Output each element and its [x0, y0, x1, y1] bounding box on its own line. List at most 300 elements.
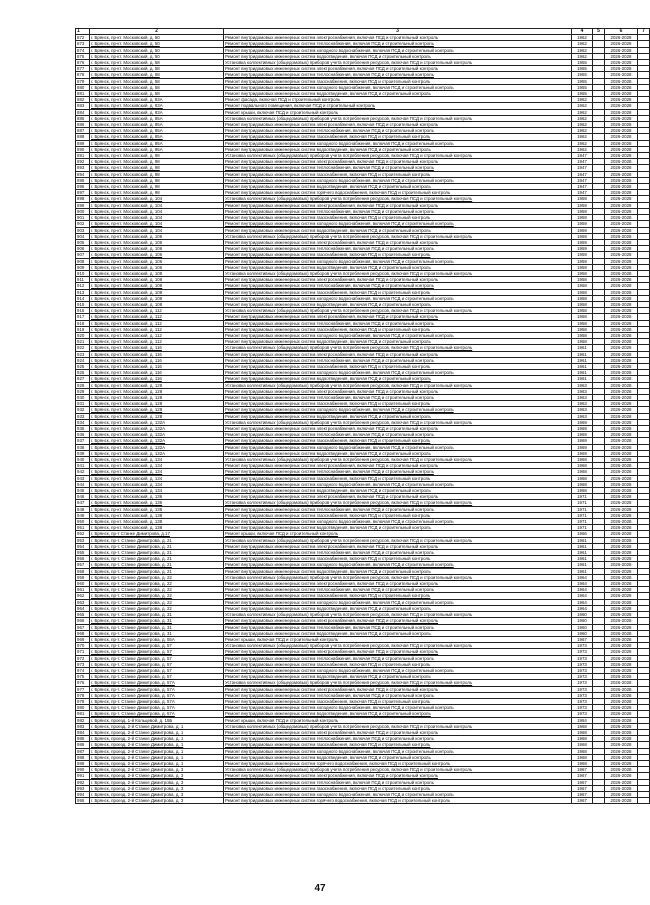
address-cell: г. Брянск, пр-кт. Московский, д. 98: [90, 184, 224, 190]
year-cell: 1955: [572, 78, 593, 84]
year-cell: 1959: [572, 233, 593, 239]
work-type-cell: Ремонт внутридомовых инженерных систем электроснабжения, включая ПСД и строительный контроль: [224, 581, 572, 587]
year-cell: 1947: [572, 171, 593, 177]
row-number-cell: 941: [76, 463, 90, 469]
address-cell: г. Брянск, пр-т. Станке Димитрова, д. 31: [90, 624, 224, 630]
work-type-cell: Ремонт внутридомовых инженерных систем газоснабжения, включая ПСД и строительный контроль: [224, 661, 572, 667]
row-number-cell: 940: [76, 457, 90, 463]
work-type-cell: Ремонт крыши, включая ПСД и строительный контроль: [224, 636, 572, 642]
year-cell: 1961: [572, 345, 593, 351]
work-type-cell: Ремонт внутридомовых инженерных систем холодного водоснабжения, включая ПСД и строительный контроль: [224, 140, 572, 146]
period-cell: 2026-2028: [605, 388, 638, 394]
year-cell: 1973: [572, 680, 593, 686]
year-cell: 1961: [572, 556, 593, 562]
address-cell: г. Брянск, пр-т. Станке Димитрова, д. 57А: [90, 711, 224, 717]
period-cell: 2026-2028: [605, 543, 638, 549]
row-number-cell: 987: [76, 748, 90, 754]
year-cell: 1959: [572, 221, 593, 227]
row-number-cell: 907: [76, 252, 90, 258]
address-cell: г. Брянск, пр-кт. Московский, д. 116: [90, 370, 224, 376]
year-cell: 1959: [572, 239, 593, 245]
year-cell: 1958: [572, 270, 593, 276]
address-cell: г. Брянск, проезд. 2-й Станке Димитрова, д. 3: [90, 767, 224, 773]
work-type-cell: Ремонт внутридомовых инженерных систем электроснабжения, включая ПСД и строительный контроль: [224, 463, 572, 469]
row-number-cell: 953: [76, 537, 90, 543]
address-cell: г. Брянск, пр-кт. Московский, д. 50: [90, 53, 224, 59]
period-cell: 2026-2028: [605, 649, 638, 655]
address-cell: г. Брянск, пр-кт. Московский, д. 138: [90, 519, 224, 525]
period-cell: 2026-2028: [605, 432, 638, 438]
period-cell: 2026-2028: [605, 239, 638, 245]
work-type-cell: Установка коллективных (общедомовых) приборов учета потребления ресурсов, включая ПСД и строительный контроль: [224, 382, 572, 388]
address-cell: г. Брянск, пр-т. Станке Димитрова, д. 57: [90, 667, 224, 673]
row-number-cell: 969: [76, 636, 90, 642]
address-cell: г. Брянск, проезд. 2-й Станке Димитрова, д. 1: [90, 754, 224, 760]
address-cell: г. Брянск, пр-кт. Московский, д. 104: [90, 202, 224, 208]
period-cell: 2026-2028: [605, 252, 638, 258]
year-cell: 1955: [572, 72, 593, 78]
year-cell: 1963: [572, 394, 593, 400]
row-number-cell: 944: [76, 481, 90, 487]
address-cell: г. Брянск, проезд. 2-й Станке Димитрова, д. 3: [90, 791, 224, 797]
year-cell: 1959: [572, 227, 593, 233]
work-type-cell: Ремонт внутридомовых инженерных систем водоотведения, включая ПСД и строительный контроль: [224, 413, 572, 419]
work-type-cell: Ремонт внутридомовых инженерных систем водоотведения, включая ПСД и строительный контроль: [224, 605, 572, 611]
row-number-cell: 879: [76, 78, 90, 84]
address-cell: г. Брянск, пр-т. Станке Димитрова, д. 57: [90, 674, 224, 680]
year-cell: 1969: [572, 419, 593, 425]
period-cell: 2026-2028: [605, 97, 638, 103]
work-type-cell: Ремонт внутридомовых инженерных систем газоснабжения, включая ПСД и строительный контроль: [224, 742, 572, 748]
row-number-cell: 931: [76, 401, 90, 407]
address-cell: г. Брянск, пр-кт. Московский, д. 50: [90, 35, 224, 41]
row-number-cell: 972: [76, 655, 90, 661]
period-cell: 2026-2028: [605, 711, 638, 717]
work-type-cell: Установка коллективных (общедомовых) приборов учета потребления ресурсов, включая ПСД и строительный контроль: [224, 723, 572, 729]
work-type-cell: Ремонт подвального помещения, включая ПСД и строительный контроль: [224, 103, 572, 109]
work-type-cell: Ремонт внутридомовых инженерных систем газоснабжения, включая ПСД и строительный контроль: [224, 363, 572, 369]
row-number-cell: 888: [76, 134, 90, 140]
address-cell: г. Брянск, пр-кт. Московский, д. 104: [90, 196, 224, 202]
year-cell: 1959: [572, 215, 593, 221]
period-cell: 2026-2028: [605, 574, 638, 580]
period-cell: 2026-2028: [605, 767, 638, 773]
work-type-cell: Ремонт внутридомовых инженерных систем холодного водоснабжения, включая ПСД и строительный контроль: [224, 791, 572, 797]
work-type-cell: Ремонт внутридомовых инженерных систем электроснабжения, включая ПСД и строительный контроль: [224, 66, 572, 72]
year-cell: 1962: [572, 115, 593, 121]
work-type-cell: Ремонт внутридомовых инженерных систем горячего водоснабжения, включая ПСД и строительный контроль: [224, 760, 572, 766]
row-number-cell: 891: [76, 153, 90, 159]
work-type-cell: Ремонт внутридомовых инженерных систем теплоснабжения, включая ПСД и строительный контроль: [224, 208, 572, 214]
work-type-cell: Ремонт внутридомовых инженерных систем теплоснабжения, включая ПСД и строительный контроль: [224, 692, 572, 698]
year-cell: 1969: [572, 450, 593, 456]
work-type-cell: Ремонт внутридомовых инженерных систем электроснабжения, включая ПСД и строительный контроль: [224, 729, 572, 735]
row-number-cell: 954: [76, 543, 90, 549]
row-number-cell: 910: [76, 270, 90, 276]
work-type-cell: Установка коллективных (общедомовых) приборов учета потребления ресурсов, включая ПСД и строительный контроль: [224, 767, 572, 773]
work-type-cell: Ремонт внутридомовых инженерных систем газоснабжения, включая ПСД и строительный контроль: [224, 134, 572, 140]
period-cell: 2026-2028: [605, 506, 638, 512]
year-cell: 1967: [572, 785, 593, 791]
row-number-cell: 938: [76, 444, 90, 450]
row-number-cell: 948: [76, 506, 90, 512]
row-number-cell: 962: [76, 593, 90, 599]
address-cell: г. Брянск, пр-кт. Московский, д. 116: [90, 363, 224, 369]
row-number-cell: 873: [76, 41, 90, 47]
work-type-cell: Ремонт внутридомовых инженерных систем газоснабжения, включая ПСД и строительный контроль: [224, 556, 572, 562]
period-cell: 2026-2028: [605, 444, 638, 450]
work-type-cell: Ремонт внутридомовых инженерных систем теплоснабжения, включая ПСД и строительный контроль: [224, 587, 572, 593]
work-type-cell: Ремонт крыши, включая ПСД и строительный контроль: [224, 109, 572, 115]
row-number-cell: 978: [76, 692, 90, 698]
address-cell: г. Брянск, пр-кт. Московский, д. 112: [90, 332, 224, 338]
year-cell: 1968: [572, 754, 593, 760]
address-cell: г. Брянск, пр-кт. Московский, д. 106: [90, 264, 224, 270]
year-cell: 1967: [572, 779, 593, 785]
address-cell: г. Брянск, пр-т. Станке Димитрова, д. 55А: [90, 636, 224, 642]
work-type-cell: Ремонт внутридомовых инженерных систем теплоснабжения, включая ПСД и строительный контроль: [224, 736, 572, 742]
work-type-cell: Ремонт внутридомовых инженерных систем теплоснабжения, включая ПСД и строительный контроль: [224, 357, 572, 363]
address-cell: г. Брянск, пр-кт. Московский, д. 98: [90, 177, 224, 183]
year-cell: 1959: [572, 202, 593, 208]
work-type-cell: Ремонт внутридомовых инженерных систем водоотведения, включая ПСД и строительный контроль: [224, 184, 572, 190]
period-cell: 2026-2028: [605, 326, 638, 332]
work-type-cell: Ремонт внутридомовых инженерных систем холодного водоснабжения, включая ПСД и строительный контроль: [224, 667, 572, 673]
work-type-cell: Ремонт внутридомовых инженерных систем теплоснабжения, включая ПСД и строительный контроль: [224, 550, 572, 556]
period-cell: 2026-2028: [605, 512, 638, 518]
row-number-cell: 980: [76, 705, 90, 711]
address-cell: г. Брянск, пр-кт. Московский, д. 128: [90, 382, 224, 388]
year-cell: 1973: [572, 711, 593, 717]
address-cell: г. Брянск, проезд. 2-й Станке Димитрова, д. 3: [90, 773, 224, 779]
year-cell: 1968: [572, 742, 593, 748]
address-cell: г. Брянск, пр-кт. Московский, д. 98: [90, 159, 224, 165]
period-cell: 2026-2028: [605, 612, 638, 618]
row-number-cell: 963: [76, 599, 90, 605]
period-cell: 2026-2028: [605, 332, 638, 338]
year-cell: 1959: [572, 258, 593, 264]
period-cell: 2026-2028: [605, 47, 638, 53]
period-cell: 2026-2028: [605, 488, 638, 494]
work-type-cell: Ремонт внутридомовых инженерных систем теплоснабжения, включая ПСД и строительный контроль: [224, 283, 572, 289]
period-cell: 2026-2028: [605, 363, 638, 369]
empty-cell: [593, 798, 605, 804]
period-cell: 2026-2028: [605, 729, 638, 735]
work-type-cell: Ремонт внутридомовых инженерных систем электроснабжения, включая ПСД и строительный контроль: [224, 388, 572, 394]
row-number-cell: 995: [76, 798, 90, 804]
period-cell: 2026-2028: [605, 525, 638, 531]
address-cell: г. Брянск, пр-кт. Московский, д. 136: [90, 494, 224, 500]
year-cell: 1960: [572, 624, 593, 630]
year-cell: 1962: [572, 47, 593, 53]
address-cell: г. Брянск, пр-кт. Московский, д. 58: [90, 78, 224, 84]
year-cell: 1958: [572, 314, 593, 320]
row-number-cell: 955: [76, 550, 90, 556]
address-cell: г. Брянск, пр-кт. Московский, д. 108: [90, 283, 224, 289]
year-cell: 1964: [572, 574, 593, 580]
work-type-cell: Установка коллективных (общедомовых) приборов учета потребления ресурсов, включая ПСД и строительный контроль: [224, 612, 572, 618]
period-cell: 2026-2028: [605, 153, 638, 159]
year-cell: 1958: [572, 326, 593, 332]
period-cell: 2026-2028: [605, 115, 638, 121]
empty-cell: [638, 798, 650, 804]
work-type-cell: Ремонт внутридомовых инженерных систем электроснабжения, включая ПСД и строительный контроль: [224, 494, 572, 500]
work-type-cell: Ремонт внутридомовых инженерных систем водоотведения, включая ПСД и строительный контроль: [224, 264, 572, 270]
period-cell: 2026-2028: [605, 159, 638, 165]
address-cell: г. Брянск, пр-т. Станке Димитрова, д. 22: [90, 593, 224, 599]
address-cell: г. Брянск, пр-т. Станке Димитрова, д. 31: [90, 612, 224, 618]
row-number-cell: 947: [76, 500, 90, 506]
work-type-cell: Ремонт внутридомовых инженерных систем электроснабжения, включая ПСД и строительный контроль: [224, 426, 572, 432]
address-cell: г. Брянск, пр-кт. Московский, д. 85А: [90, 115, 224, 121]
year-cell: 1971: [572, 506, 593, 512]
row-number-cell: 957: [76, 562, 90, 568]
period-cell: 2026-2028: [605, 450, 638, 456]
work-type-cell: Ремонт внутридомовых инженерных систем газоснабжения, включая ПСД и строительный контроль: [224, 326, 572, 332]
period-cell: 2026-2028: [605, 351, 638, 357]
address-cell: г. Брянск, пр-кт. Московский, д. 116: [90, 351, 224, 357]
address-cell: г. Брянск, пр-т. Станке Димитрова, д. 57: [90, 655, 224, 661]
year-cell: 1958: [572, 339, 593, 345]
work-type-cell: Ремонт внутридомовых инженерных систем холодного водоснабжения, включая ПСД и строительный контроль: [224, 84, 572, 90]
period-cell: 2026-2028: [605, 581, 638, 587]
period-cell: 2026-2028: [605, 785, 638, 791]
year-cell: 1958: [572, 295, 593, 301]
address-cell: г. Брянск, пр-кт. Московский, д. 108: [90, 289, 224, 295]
year-cell: 1971: [572, 494, 593, 500]
year-cell: 1963: [572, 401, 593, 407]
row-number-cell: 921: [76, 339, 90, 345]
work-type-cell: Ремонт внутридомовых инженерных систем теплоснабжения, включая ПСД и строительный контроль: [224, 432, 572, 438]
year-cell: 1947: [572, 177, 593, 183]
year-cell: 1973: [572, 686, 593, 692]
row-number-cell: 961: [76, 587, 90, 593]
year-cell: 1961: [572, 537, 593, 543]
work-type-cell: Ремонт внутридомовых инженерных систем электроснабжения, включая ПСД и строительный контроль: [224, 277, 572, 283]
row-number-cell: 977: [76, 686, 90, 692]
work-type-cell: Ремонт внутридомовых инженерных систем электроснабжения, включая ПСД и строительный контроль: [224, 649, 572, 655]
address-cell: г. Брянск, пр-кт. Московский, д. 108: [90, 301, 224, 307]
row-number-cell: 991: [76, 773, 90, 779]
period-cell: 2026-2028: [605, 605, 638, 611]
address-cell: г. Брянск, пр-кт. Московский, д. 85А: [90, 122, 224, 128]
period-cell: 2026-2028: [605, 674, 638, 680]
row-number-cell: 874: [76, 47, 90, 53]
address-cell: г. Брянск, пр-кт. Московский, д. 132А: [90, 419, 224, 425]
work-type-cell: Ремонт внутридомовых инженерных систем водоотведения, включая ПСД и строительный контроль: [224, 488, 572, 494]
page-number: 47: [314, 883, 326, 894]
period-cell: 2026-2028: [605, 215, 638, 221]
period-cell: 2026-2028: [605, 481, 638, 487]
work-type-cell: Ремонт внутридомовых инженерных систем газоснабжения, включая ПСД и строительный контроль: [224, 785, 572, 791]
work-type-cell: Ремонт внутридомовых инженерных систем холодного водоснабжения, включая ПСД и строительный контроль: [224, 295, 572, 301]
year-cell: 1967: [572, 767, 593, 773]
row-number-cell: 993: [76, 785, 90, 791]
period-cell: 2026-2028: [605, 736, 638, 742]
period-cell: 2026-2028: [605, 370, 638, 376]
period-cell: 2026-2028: [605, 35, 638, 41]
work-type-cell: Ремонт внутридомовых инженерных систем водоотведения, включая ПСД и строительный контроль: [224, 301, 572, 307]
work-type-cell: Ремонт внутридомовых инженерных систем водоотведения, включая ПСД и строительный контроль: [224, 146, 572, 152]
row-number-cell: 901: [76, 215, 90, 221]
work-type-cell: Ремонт внутридомовых инженерных систем электроснабжения, включая ПСД и строительный контроль: [224, 159, 572, 165]
work-type-cell: Ремонт внутридомовых инженерных систем электроснабжения, включая ПСД и строительный контроль: [224, 239, 572, 245]
period-cell: 2026-2028: [605, 184, 638, 190]
work-type-cell: Ремонт внутридомовых инженерных систем теплоснабжения, включая ПСД и строительный контроль: [224, 655, 572, 661]
address-cell: г. Брянск, пр-кт. Московский, д. 98: [90, 153, 224, 159]
period-cell: 2026-2028: [605, 754, 638, 760]
year-cell: 1947: [572, 190, 593, 196]
year-cell: 1947: [572, 159, 593, 165]
year-cell: 1971: [572, 512, 593, 518]
year-cell: 1959: [572, 264, 593, 270]
work-type-cell: Ремонт внутридомовых инженерных систем теплоснабжения, включая ПСД и строительный контроль: [224, 72, 572, 78]
period-cell: 2026-2028: [605, 630, 638, 636]
table-body: [76, 35, 650, 804]
address-cell: г. Брянск, пр-кт. Московский, д. 104: [90, 215, 224, 221]
period-cell: 2026-2028: [605, 314, 638, 320]
period-cell: 2026-2028: [605, 661, 638, 667]
period-cell: 2026-2028: [605, 686, 638, 692]
address-cell: г. Брянск, пр-т. Станке Димитрова, д. 22: [90, 587, 224, 593]
table-row: [76, 798, 650, 804]
year-cell: 1962: [572, 122, 593, 128]
year-cell: 1968: [572, 475, 593, 481]
year-cell: 1973: [572, 692, 593, 698]
year-cell: 1958: [572, 277, 593, 283]
work-type-cell: Ремонт внутридомовых инженерных систем теплоснабжения, включая ПСД и строительный контроль: [224, 394, 572, 400]
address-cell: г. Брянск, пр-кт. Московский, д. 85А: [90, 134, 224, 140]
work-type-cell: Ремонт внутридомовых инженерных систем холодного водоснабжения, включая ПСД и строительный контроль: [224, 519, 572, 525]
row-number-cell: 973: [76, 661, 90, 667]
row-number-cell: 903: [76, 227, 90, 233]
row-number-cell: 882: [76, 97, 90, 103]
address-cell: г. Брянск, пр-кт. Московский, д. 112: [90, 320, 224, 326]
period-cell: 2026-2028: [605, 494, 638, 500]
column-header: 4: [572, 29, 593, 35]
address-cell: г. Брянск, пр-кт. Московский, д. 108: [90, 295, 224, 301]
address-cell: г. Брянск, проезд. 2-й Станке Димитрова, д. 1: [90, 748, 224, 754]
year-cell: 1955: [572, 60, 593, 66]
row-number-cell: 935: [76, 426, 90, 432]
address-cell: г. Брянск, пр-т. Станке Димитрова, д. 22: [90, 581, 224, 587]
row-number-cell: 914: [76, 295, 90, 301]
period-cell: 2026-2028: [605, 401, 638, 407]
year-cell: 1973: [572, 655, 593, 661]
year-cell: 1968: [572, 463, 593, 469]
row-number-cell: 922: [76, 345, 90, 351]
period-cell: 2026-2028: [605, 550, 638, 556]
row-number-cell: 924: [76, 357, 90, 363]
work-type-cell: Ремонт внутридомовых инженерных систем теплоснабжения, включая ПСД и строительный контроль: [224, 246, 572, 252]
work-type-cell: Ремонт фасада, включая ПСД и строительный контроль: [224, 97, 572, 103]
address-cell: г. Брянск, пр-кт. Московский, д. 106: [90, 233, 224, 239]
year-cell: 1963: [572, 413, 593, 419]
row-number-cell: 906: [76, 246, 90, 252]
year-cell: 1961: [572, 376, 593, 382]
address-cell: г. Брянск, пр-т Станке Димитрова, д.17: [90, 531, 224, 537]
period-cell: 2026-2028: [605, 208, 638, 214]
work-type-cell: Ремонт внутридомовых инженерных систем газоснабжения, включая ПСД и строительный контроль: [224, 289, 572, 295]
address-cell: г. Брянск, пр-т. Станке Димитрова, д. 57А: [90, 692, 224, 698]
year-cell: 1971: [572, 519, 593, 525]
year-cell: 1959: [572, 246, 593, 252]
year-cell: 1967: [572, 636, 593, 642]
year-cell: 1960: [572, 612, 593, 618]
address-cell: г. Брянск, пр-кт. Московский, д. 134: [90, 475, 224, 481]
year-cell: 1964: [572, 581, 593, 587]
period-cell: 2026-2028: [605, 270, 638, 276]
address-cell: г. Брянск, пр-кт. Московский, д. 104: [90, 221, 224, 227]
year-cell: 1955: [572, 66, 593, 72]
period-cell: 2026-2028: [605, 277, 638, 283]
row-number-cell: 974: [76, 667, 90, 673]
row-number-cell: 971: [76, 649, 90, 655]
work-type-cell: Ремонт внутридомовых инженерных систем электроснабжения, включая ПСД и строительный контроль: [224, 314, 572, 320]
period-cell: 2026-2028: [605, 723, 638, 729]
work-type-cell: Ремонт внутридомовых инженерных систем газоснабжения, включая ПСД и строительный контроль: [224, 171, 572, 177]
row-number-cell: 934: [76, 419, 90, 425]
address-cell: г. Брянск, пр-кт. Московский, д. 50: [90, 41, 224, 47]
row-number-cell: 880: [76, 84, 90, 90]
year-cell: 1968: [572, 469, 593, 475]
work-type-cell: Установка коллективных (общедомовых) приборов учета потребления ресурсов, включая ПСД и строительный контроль: [224, 153, 572, 159]
period-cell: 2026-2028: [605, 463, 638, 469]
address-cell: г. Брянск, проезд. 2-й Станке Димитрова, д. 3: [90, 798, 224, 804]
address-cell: г. Брянск, пр-кт. Московский, д. 106: [90, 252, 224, 258]
address-cell: г. Брянск, пр-кт. Московский, д. 112: [90, 339, 224, 345]
period-cell: 2026-2028: [605, 717, 638, 723]
period-cell: 2026-2028: [605, 618, 638, 624]
work-type-cell: Ремонт внутридомовых инженерных систем горячего водоснабжения, включая ПСД и строительный контроль: [224, 798, 572, 804]
row-number-cell: 927: [76, 376, 90, 382]
address-cell: г. Брянск, пр-кт. Московский, д. 106: [90, 239, 224, 245]
work-type-cell: Ремонт внутридомовых инженерных систем холодного водоснабжения, включая ПСД и строительный контроль: [224, 748, 572, 754]
row-number-cell: 897: [76, 190, 90, 196]
period-cell: 2026-2028: [605, 103, 638, 109]
row-number-cell: 964: [76, 605, 90, 611]
column-header: 1: [76, 29, 90, 35]
program-table: [75, 28, 650, 804]
row-number-cell: 981: [76, 711, 90, 717]
period-cell: 2026-2028: [605, 78, 638, 84]
address-cell: г. Брянск, пр-т. Станке Димитрова, д. 57А: [90, 680, 224, 686]
year-cell: 1958: [572, 289, 593, 295]
year-cell: 1962: [572, 146, 593, 152]
row-number-cell: 970: [76, 643, 90, 649]
year-cell: 1962: [572, 97, 593, 103]
row-number-cell: 929: [76, 388, 90, 394]
year-cell: 1958: [572, 320, 593, 326]
year-cell: 1958: [572, 332, 593, 338]
period-cell: 2026-2028: [605, 289, 638, 295]
year-cell: 1964: [572, 593, 593, 599]
year-cell: 1958: [572, 301, 593, 307]
row-number-cell: 883: [76, 103, 90, 109]
row-number-cell: 937: [76, 438, 90, 444]
address-cell: г. Брянск, пр-кт. Московский, д. 50: [90, 47, 224, 53]
address-cell: г. Брянск, пр-кт. Московский, д. 134: [90, 481, 224, 487]
row-number-cell: 928: [76, 382, 90, 388]
work-type-cell: Ремонт внутридомовых инженерных систем водоотведения, включая ПСД и строительный контроль: [224, 711, 572, 717]
row-number-cell: 989: [76, 760, 90, 766]
document-page: [75, 28, 645, 804]
address-cell: г. Брянск, пр-кт. Московский, д. 134: [90, 457, 224, 463]
period-cell: 2026-2028: [605, 698, 638, 704]
work-type-cell: Ремонт внутридомовых инженерных систем теплоснабжения, включая ПСД и строительный контроль: [224, 624, 572, 630]
period-cell: 2026-2028: [605, 599, 638, 605]
year-cell: 1961: [572, 351, 593, 357]
